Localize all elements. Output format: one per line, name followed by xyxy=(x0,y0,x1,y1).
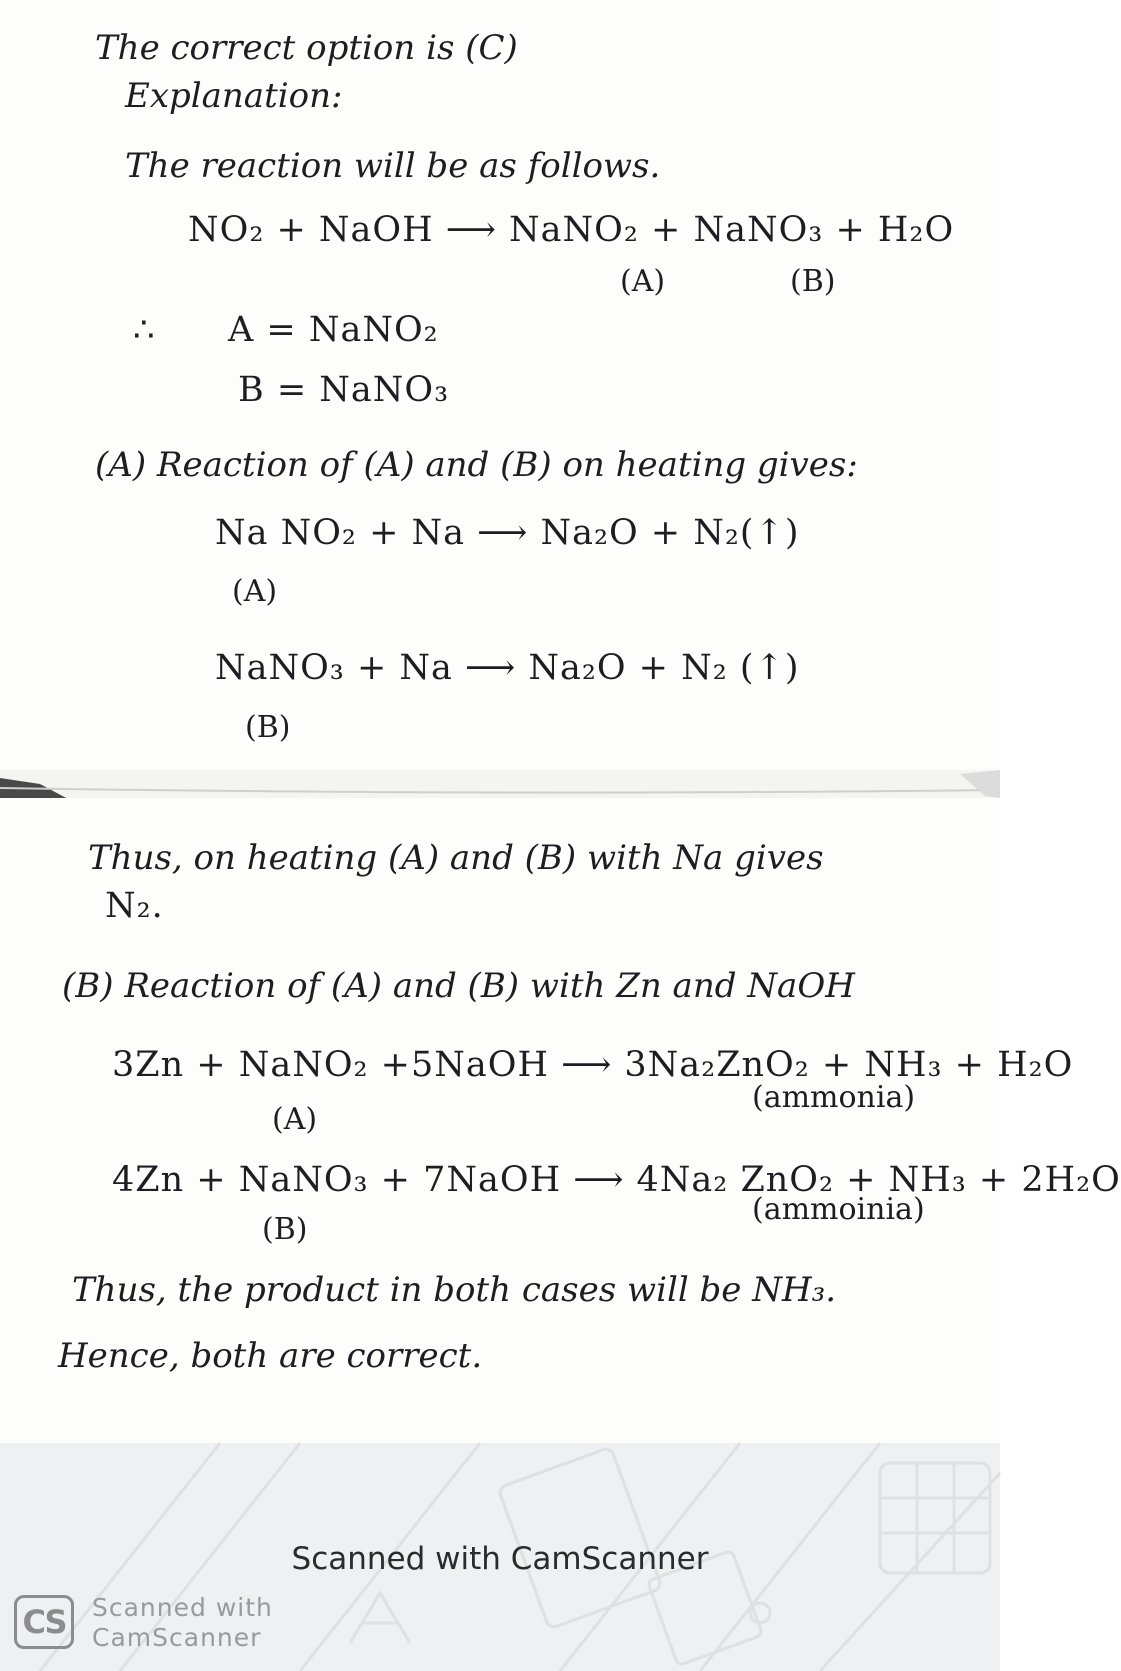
part-b-heading: (B) Reaction of (A) and (B) with Zn and NaOH xyxy=(62,966,855,1006)
part-b-equation-2-note: (ammoinia) xyxy=(752,1192,925,1227)
part-a-heading: (A) Reaction of (A) and (B) on heating gives: xyxy=(95,445,858,485)
part-a-equation-2-label: (B) xyxy=(245,710,291,745)
brand-text-line-1: Scanned with xyxy=(92,1593,273,1622)
part-b-equation-2: 4Zn + NaNO₃ + 7NaOH ⟶ 4Na₂ ZnO₂ + NH₃ + 2H₂O xyxy=(112,1160,1121,1200)
part-b-equation-1-label: (A) xyxy=(272,1102,318,1137)
conclusion-a-line-1: Thus, on heating (A) and (B) with Na gives xyxy=(88,838,824,878)
identity-a: A = NaNO₂ xyxy=(228,310,439,350)
part-b-equation-1: 3Zn + NaNO₂ +5NaOH ⟶ 3Na₂ZnO₂ + NH₃ + H₂O xyxy=(112,1045,1074,1085)
part-a-equation-1: Na NO₂ + Na ⟶ Na₂O + N₂(↑) xyxy=(215,513,800,553)
main-reaction-equation: NO₂ + NaOH ⟶ NaNO₂ + NaNO₃ + H₂O xyxy=(188,210,955,250)
part-a-equation-1-label: (A) xyxy=(232,574,278,609)
answer-statement: The correct option is (C) xyxy=(95,28,518,68)
conclusion-b-line-1: Thus, the product in both cases will be NH₃. xyxy=(72,1270,837,1310)
notebook-page-top xyxy=(0,0,1000,790)
product-label-b: (B) xyxy=(790,264,836,299)
therefore-icon: ∴ xyxy=(133,310,155,350)
part-a-equation-2: NaNO₃ + Na ⟶ Na₂O + N₂ (↑) xyxy=(215,648,800,688)
conclusion-b-line-2: Hence, both are correct. xyxy=(58,1336,483,1376)
identity-b: B = NaNO₃ xyxy=(238,370,450,410)
camscanner-brand xyxy=(14,1593,294,1657)
camscanner-footer xyxy=(0,1443,1000,1671)
part-b-equation-2-label: (B) xyxy=(262,1212,308,1247)
reaction-intro: The reaction will be as follows. xyxy=(125,146,661,186)
scanned-with-camscanner-text: Scanned with CamScanner xyxy=(291,1541,709,1577)
part-b-equation-1-note: (ammonia) xyxy=(752,1080,916,1115)
camscanner-logo-icon: CS xyxy=(14,1595,74,1649)
product-label-a: (A) xyxy=(620,264,666,299)
brand-text-line-2: CamScanner xyxy=(92,1623,262,1652)
explanation-heading: Explanation: xyxy=(125,76,343,116)
notebook-page-bottom xyxy=(0,798,1121,1443)
conclusion-a-line-2: N₂. xyxy=(105,886,164,926)
